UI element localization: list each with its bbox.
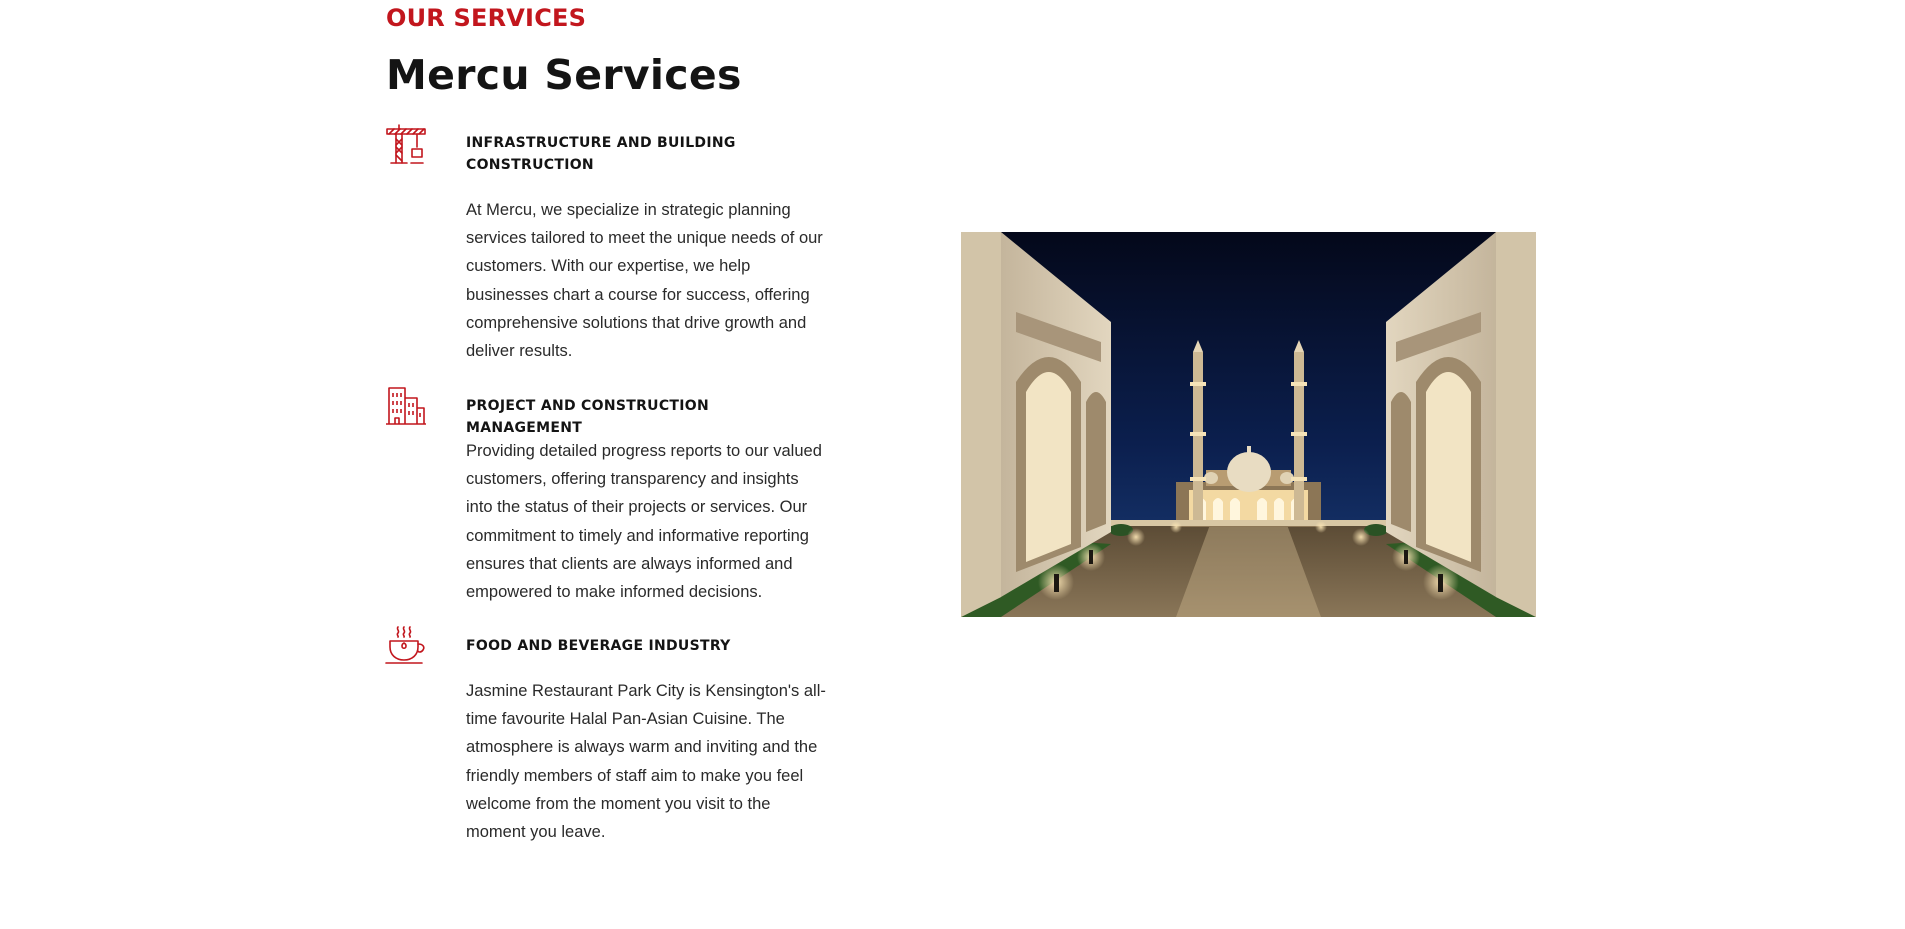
service-description	[466, 677, 848, 846]
service-title-line: INFRASTRUCTURE AND BUILDING	[466, 135, 736, 151]
section-title: Mercu Services	[386, 51, 742, 99]
description-line: Providing detailed progress reports to our valued	[466, 442, 822, 460]
service-title	[466, 635, 806, 657]
description-line: empowered to make informed decisions.	[466, 583, 763, 602]
description-line: comprehensive solutions that drive growth and	[466, 313, 807, 332]
service-title-line: CONSTRUCTION	[466, 157, 594, 173]
description-line: services tailored to meet the unique needs of our	[466, 229, 823, 248]
service-title	[466, 395, 806, 439]
section-eyebrow: OUR SERVICES	[386, 4, 587, 32]
service-description	[466, 437, 848, 606]
service-title	[466, 132, 806, 176]
service-description	[466, 196, 848, 365]
description-line: ensures that clients are always informed and	[466, 554, 793, 573]
description-line: customers, offering transparency and insights	[466, 470, 799, 489]
service-title-line: FOOD AND BEVERAGE INDUSTRY	[466, 638, 731, 654]
description-line: friendly members of staff aim to make you feel	[466, 766, 804, 785]
description-line: commitment to timely and informative reporting	[466, 526, 809, 545]
description-line: atmosphere is always warm and inviting and the	[466, 738, 818, 757]
description-line: time favourite Halal Pan-Asian Cuisine. The	[466, 710, 785, 729]
description-line: moment you leave.	[466, 823, 606, 842]
service-title-line: PROJECT AND CONSTRUCTION MANAGEMENT	[466, 398, 709, 436]
mosque-night-photo	[961, 232, 1536, 617]
description-line: into the status of their projects or services. Our	[466, 498, 808, 517]
description-line: welcome from the moment you visit to the	[466, 794, 771, 813]
description-line: deliver results.	[466, 342, 573, 361]
description-line: At Mercu, we specialize in strategic planning	[466, 201, 791, 219]
construction-crane-icon	[385, 123, 427, 165]
description-line: customers. With our expertise, we help	[466, 257, 751, 276]
coffee-cup-icon	[385, 625, 427, 667]
description-line: businesses chart a course for success, offering	[466, 285, 810, 304]
office-buildings-icon	[385, 384, 427, 426]
description-line: Jasmine Restaurant Park City is Kensington's all-	[466, 682, 826, 700]
